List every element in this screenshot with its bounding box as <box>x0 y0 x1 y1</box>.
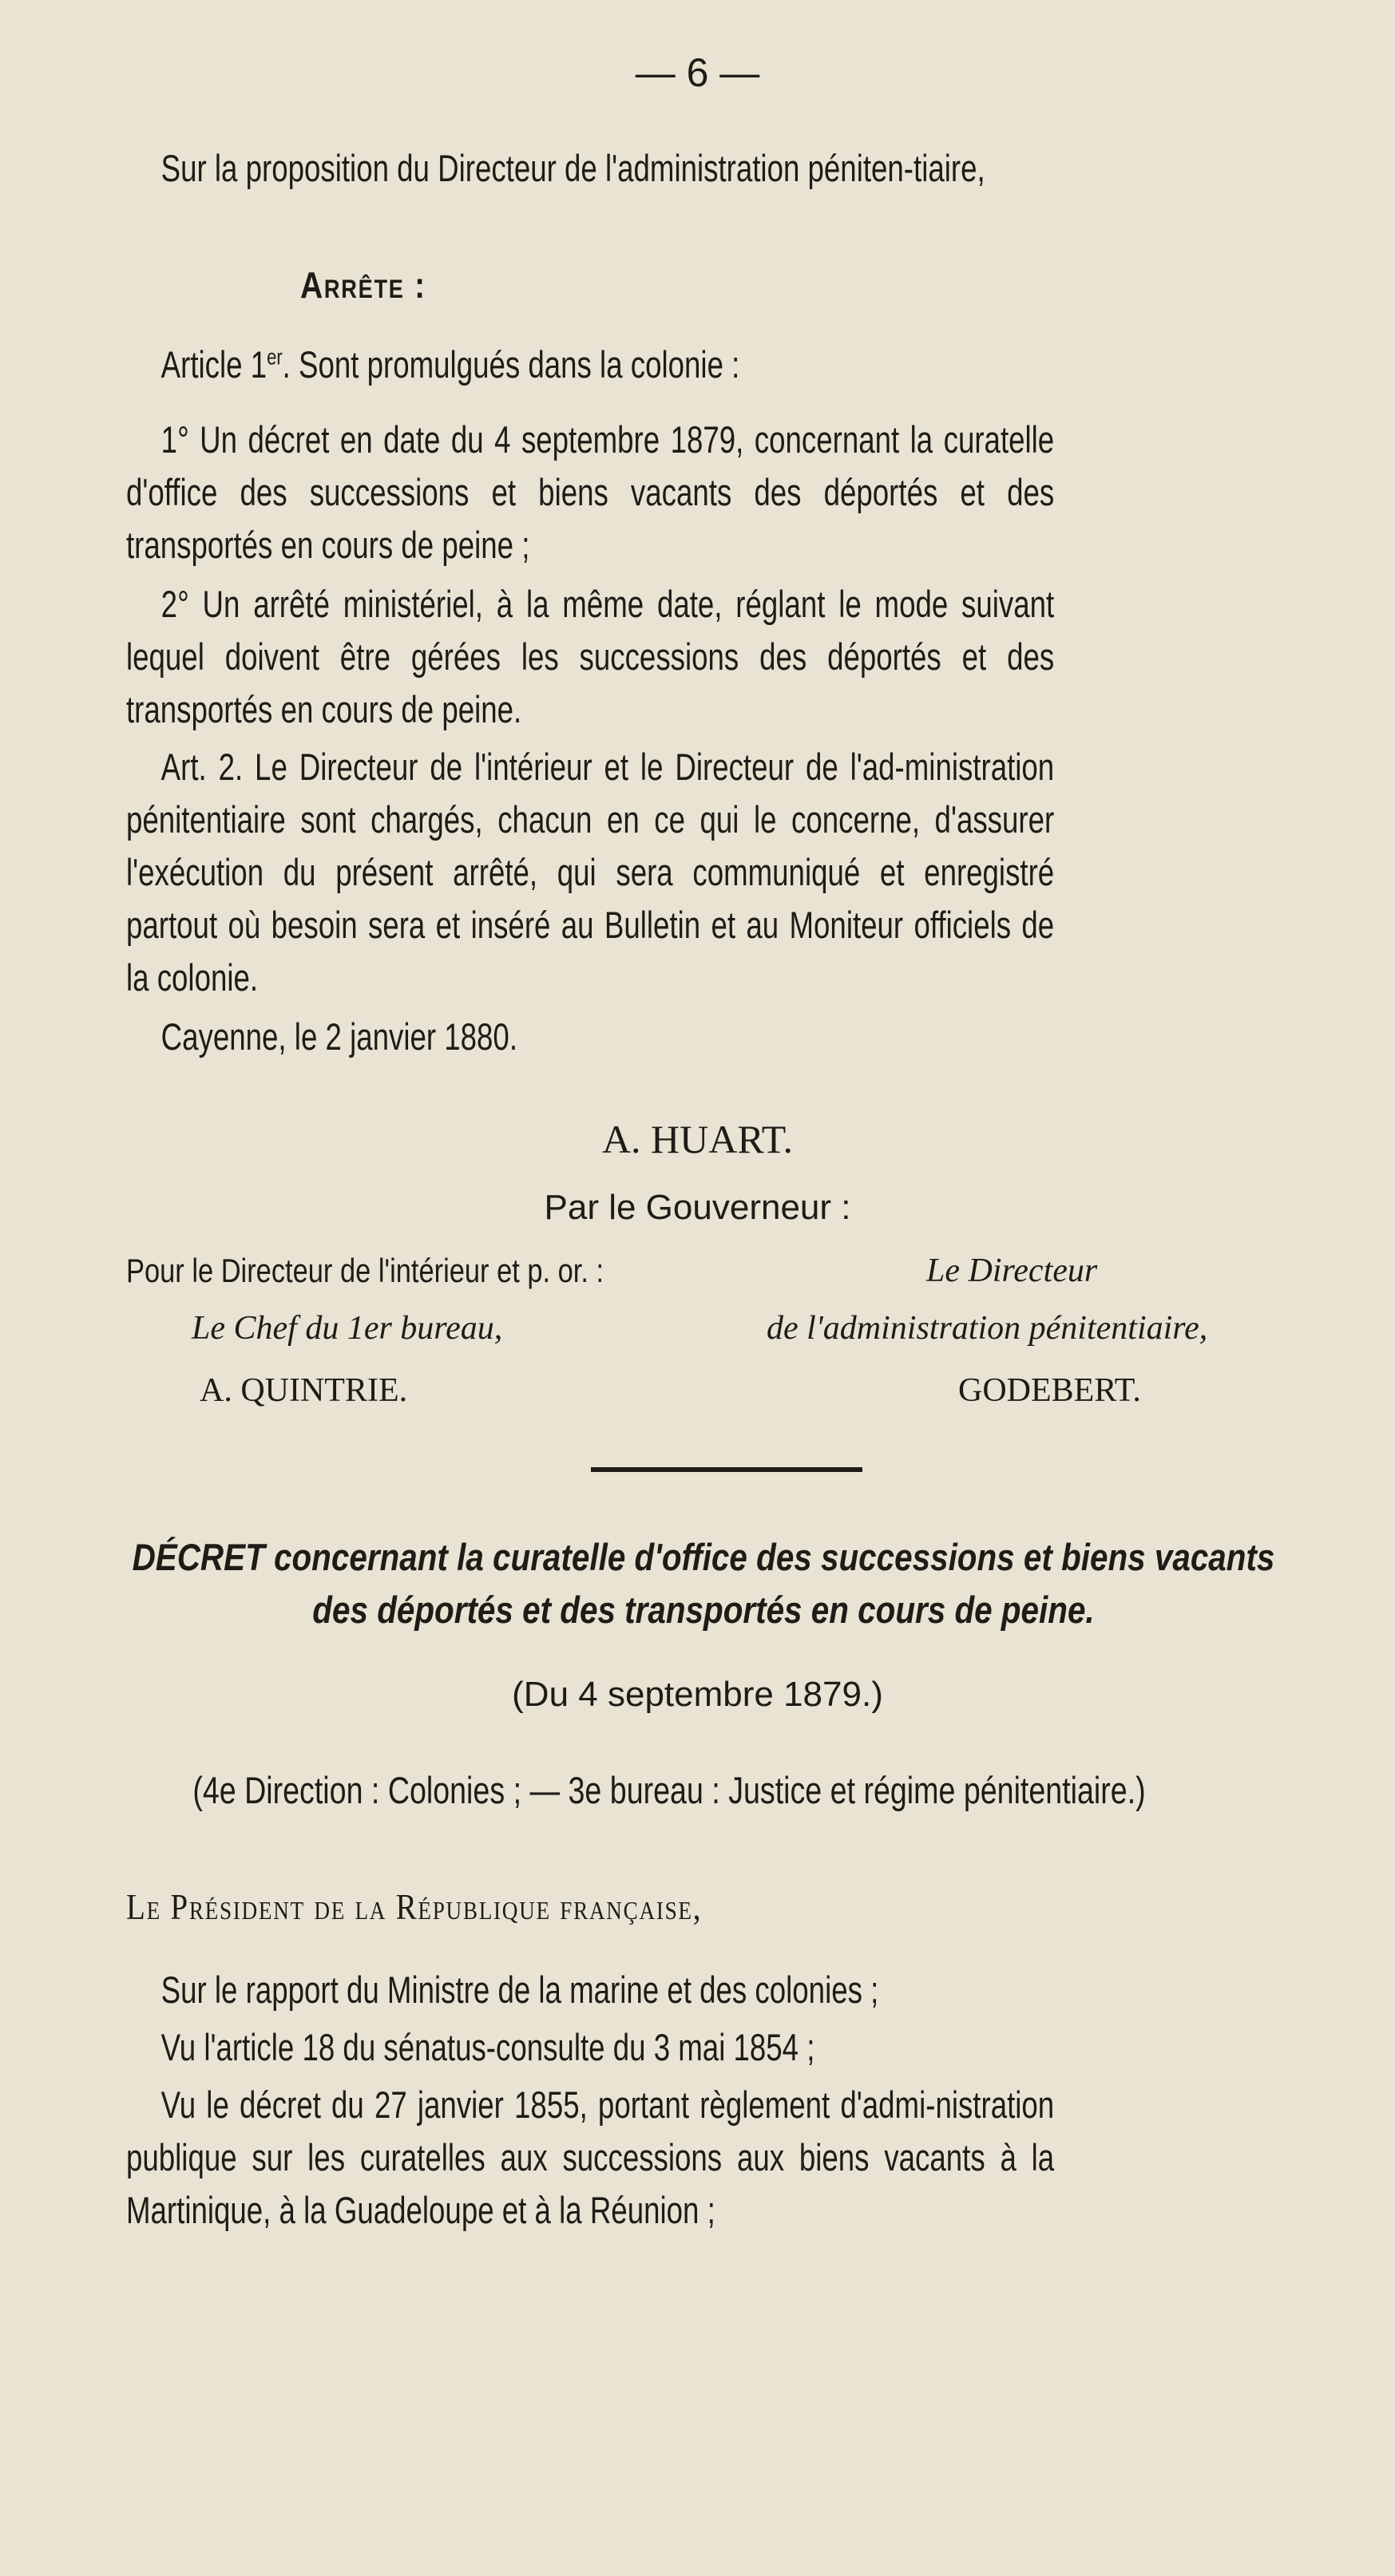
vu-decret: Vu le décret du 27 janvier 1855, portant règlement d'admi-nistration publique sur les curatelles aux successions aux biens vacants à la Martinique, à la Guadeloupe et à la Réunion ; <box>126 2083 1055 2231</box>
direction-line: (4e Direction : Colonies ; — 3e bureau : Justice et régime pénitentiaire.) <box>192 1769 1146 1811</box>
decret-date: (Du 4 septembre 1879.) <box>512 1675 883 1714</box>
signature-left-1: Pour le Directeur de l'intérieur et p. or. : <box>126 1252 604 1289</box>
article-2: Art. 2. Le Directeur de l'intérieur et le Directeur de l'ad-ministration pénitentiaire sont chargés, chacun en ce qui le concerne, d'assurer l'exécution du présent arrêté, qui sera communiqué et enregistré partout où besoin sera et inséré au Bulletin et au Moniteur officiels de la colonie. <box>126 746 1055 999</box>
sur-le-rapport: Sur le rapport du Ministre de la marine et des colonies ; <box>161 1969 879 2011</box>
signature-left-3: A. QUINTRIE. <box>200 1372 408 1409</box>
signature-right-1: Le Directeur <box>926 1252 1098 1289</box>
signer-name: A. HUART. <box>601 1117 794 1161</box>
page-number: — 6 — <box>635 50 760 95</box>
vu-article: Vu l'article 18 du sénatus-consulte du 3 mai 1854 ; <box>161 2026 815 2068</box>
item-1: 1° Un décret en date du 4 septembre 1879, concernant la curatelle d'office des successions et biens vacants des déportés et des transportés en cours de peine ; <box>126 418 1055 566</box>
signature-right-2: de l'administration pénitentiaire, <box>767 1310 1208 1347</box>
article-1-sup: er <box>267 343 283 370</box>
signature-left-2: Le Chef du 1er bureau, <box>192 1310 503 1347</box>
article-1-head: Article 1 <box>161 343 268 386</box>
article-1-text: . Sont promulgués dans la colonie : <box>282 343 740 386</box>
par-le-gouverneur: Par le Gouverneur : <box>544 1188 851 1227</box>
signature-right-3: GODEBERT. <box>958 1372 1141 1409</box>
decret-title: DÉCRET concernant la curatelle d'office des successions et biens vacants des déportés et des transportés en cours de peine. <box>132 1536 1275 1631</box>
intro-paragraph: Sur la proposition du Directeur de l'administration péniten-tiaire, <box>161 147 985 189</box>
arrete-heading: Arrête : <box>300 264 426 306</box>
separator-rule <box>591 1467 862 1472</box>
president-heading: Le Président de la République française, <box>126 1886 703 1927</box>
place-date: Cayenne, le 2 janvier 1880. <box>161 1015 518 1058</box>
article-1 <box>126 338 1054 391</box>
item-2: 2° Un arrêté ministériel, à la même date, réglant le mode suivant lequel doivent être gérées les successions des déportés et des transportés en cours de peine. <box>126 583 1055 730</box>
